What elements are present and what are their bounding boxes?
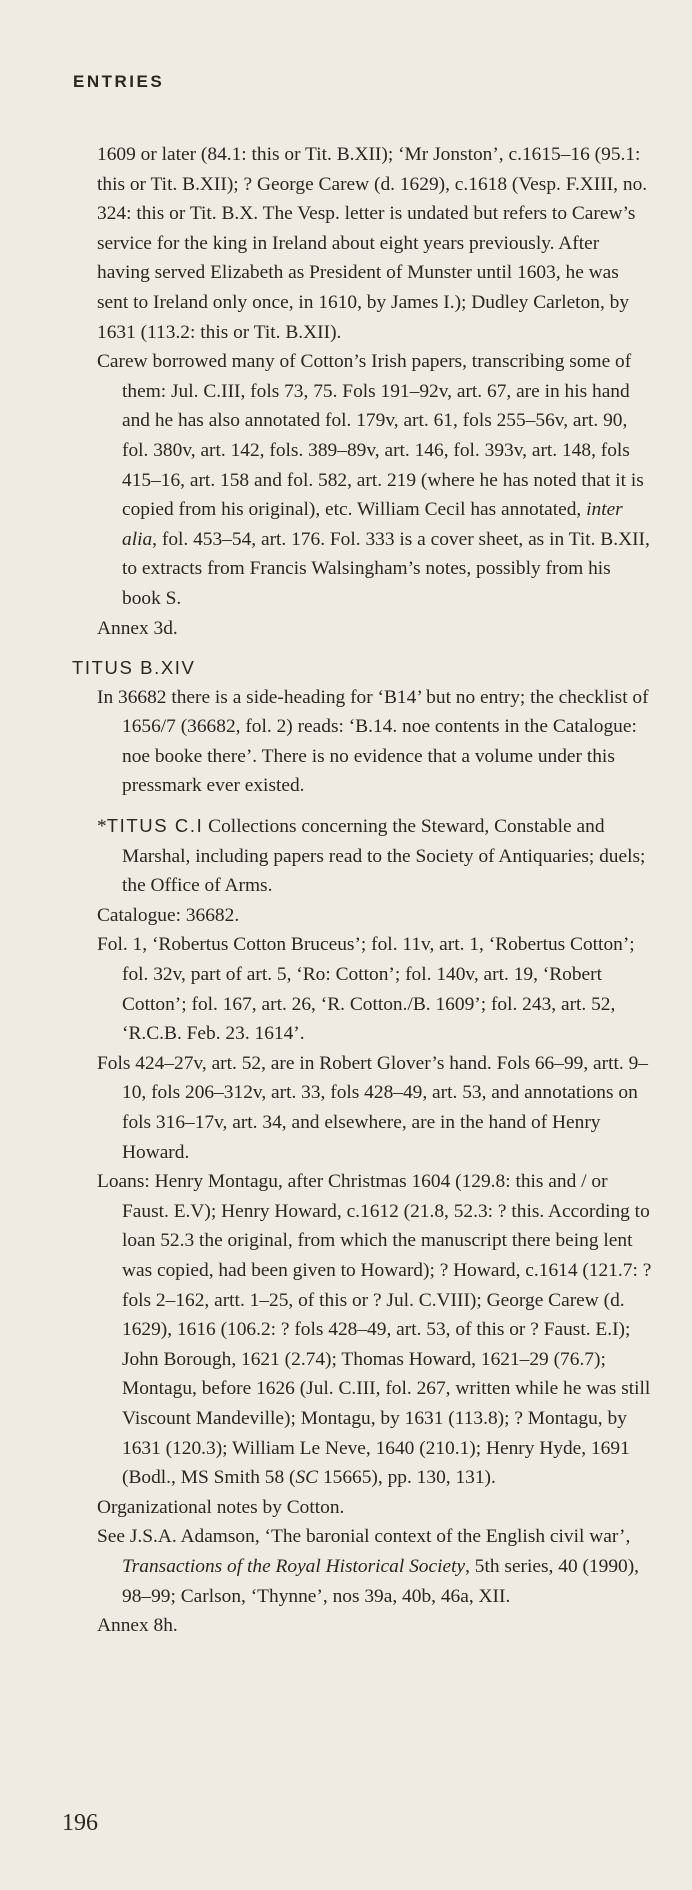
page-content bbox=[72, 140, 654, 1641]
loans-note bbox=[72, 1167, 654, 1493]
carew-text-b: , fol. 453–54, art. 176. Fol. 333 is a cover sheet, as in Tit. B.XII, to extracts from Francis Walsingham’s notes, possibly from his book S. bbox=[122, 528, 650, 609]
titus-ci-pressmark: TITUS C.I bbox=[106, 815, 204, 837]
see-text-b: , 5th series, 40 (1990), 98–99; Carlson, ‘Thynne’, nos 39a, 40b, 46a, XII. bbox=[122, 1555, 640, 1607]
carew-paragraph bbox=[72, 347, 654, 613]
signatures-note: Fol. 1, ‘Robertus Cotton Bruceus’; fol. 11v, art. 1, ‘Robertus Cotton’; fol. 32v, part of art. 5, ‘Ro: Cotton’; fol. 140v, art. 19, ‘Robert Cotton’; fol. 167, art. 26, ‘R. Cotton./B. 1609’; fol. 243, art. 52, ‘R.C.B. Feb. 23. 1614’. bbox=[97, 934, 635, 1045]
carew-text-a: Carew borrowed many of Cotton’s Irish papers, transcribing some of them: Jul. C.III, fols 73, 75. Fols 191–92v, art. 67, are in his hand and he has also annotated fol. 179v, art. 61, fols 255–56v, art. 90, fol. 380v, art. 142, fols. 389–89v, art. 146, fol. 393v, art. 148, fols 415–16, art. 158 and fol. 582, art. 219 (where he has noted that it is copied from his original), etc. William Cecil has annotated, bbox=[97, 351, 644, 521]
annex-note-8h: Annex 8h. bbox=[97, 1615, 178, 1637]
entry-heading-titus-ci bbox=[72, 811, 654, 901]
see-text-a: See J.S.A. Adamson, ‘The baronial context of the English civil war’, bbox=[97, 1526, 631, 1548]
carew-italic: inter alia bbox=[122, 499, 623, 550]
see-note bbox=[72, 1522, 654, 1611]
loans-text-end: 15665), pp. 130, 131). bbox=[318, 1467, 496, 1489]
continuation-paragraph: 1609 or later (84.1: this or Tit. B.XII); ‘Mr Jonston’, c.1615–16 (95.1: this or Tit. B.XII); ? George Carew (d. 1629), c.1618 (Vesp. F.XIII, no. 324: this or Tit. B.X. The Vesp. letter is undated but refers to Carew’s service for the king in Ireland about eight years previously. After having served Elizabeth as President of Munster until 1603, he was sent to Ireland only once, in 1610, by James I.); Dudley Carleton, by 1631 (113.2: this or Tit. B.XII). bbox=[97, 144, 648, 343]
hands-note: Fols 424–27v, art. 52, are in Robert Glover’s hand. Fols 66–99, artt. 9–10, fols 206–312v, art. 33, fols 428–49, art. 53, and annotations on fols 316–17v, art. 34, and elsewhere, are in the hand of Henry Howard. bbox=[97, 1052, 648, 1163]
organizational-note: Organizational notes by Cotton. bbox=[97, 1496, 345, 1518]
loans-text: Loans: Henry Montagu, after Christmas 1604 (129.8: this and / or Faust. E.V); Henry Howard, c.1612 (21.8, 52.3: ? this. According to loan 52.3 the original, from which the manuscript there being lent was copied, had been given to Howard); ? Howard, c.1614 (121.7: ? fols 2–162, artt. 1–25, of this or ? Jul. C.VIII); George Carew (d. 1629), 1616 (106.2: ? fols 428–49, art. 53, of this or ? Faust. E.I); John Borough, 1621 (2.74); Thomas Howard, 1621–29 (76.7); Montagu, before 1626 (Jul. C.III, fol. 267, written while he was still Viscount Mandeville); Montagu, by 1631 (113.8); ? Montagu, by 1631 (120.3); William Le Neve, 1640 (210.1); Henry Hyde, 1691 (Bodl., MS Smith 58 ( bbox=[97, 1171, 652, 1489]
page-number: 196 bbox=[62, 1810, 98, 1836]
asterisk-marker: * bbox=[97, 816, 107, 838]
titus-bxiv-body: In 36682 there is a side-heading for ‘B14’ but no entry; the checklist of 1656/7 (36682, fol. 2) reads: ‘B.14. noe contents in the Catalogue: noe booke there’. There is no evidence that a volume under this pressmark ever existed. bbox=[97, 686, 649, 797]
loans-italic: SC bbox=[295, 1467, 319, 1489]
catalogue-note: Catalogue: 36682. bbox=[97, 904, 240, 926]
see-italic: Transactions of the Royal Historical Society bbox=[122, 1555, 466, 1577]
annex-note: Annex 3d. bbox=[97, 617, 178, 639]
entry-heading-titus-bxiv: TITUS B.XIV bbox=[72, 657, 196, 679]
titus-ci-title: Collections concerning the Steward, Constable and Marshal, including papers read to the Society of Antiquaries; duels; the Office of Arms. bbox=[122, 816, 646, 897]
running-header: ENTRIES bbox=[73, 72, 165, 91]
